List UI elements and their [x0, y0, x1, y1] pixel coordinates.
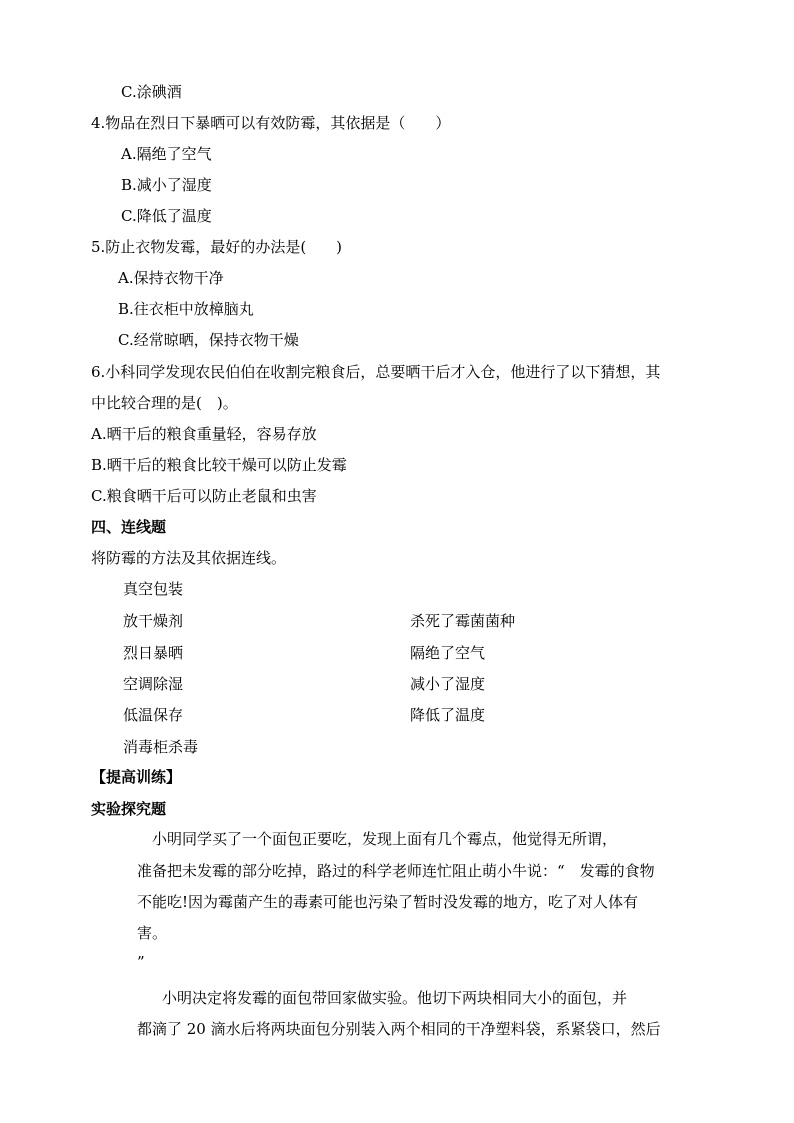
- para2-line1: 小明决定将发霉的面包带回家做实验。他切下两块相同大小的面包，并: [162, 989, 628, 1007]
- left-item-sun-exposure: 烈日暴晒: [123, 644, 184, 662]
- q5-option-b: B.往衣柜中放樟脑丸: [118, 300, 254, 318]
- para1-line2: 准备把未发霉的部分吃掉，路过的科学老师连忙阻止萌小牛说：“ 发霉的食物: [137, 862, 655, 880]
- q6-option-a: A.晒干后的粮食重量轻，容易存放: [91, 425, 317, 443]
- para1-line3: 不能吃!因为霉菌产生的毒素可能也污染了暂时没发霉的地方，吃了对人体有: [137, 893, 639, 911]
- q4-option-c: C.降低了温度: [121, 207, 212, 225]
- q3-option-c: C.涂碘酒: [121, 83, 182, 101]
- right-item-reduce-humidity: 减小了湿度: [410, 675, 486, 693]
- q6-option-b: B.晒干后的粮食比较干燥可以防止发霉: [91, 456, 347, 474]
- q6-option-c: C.粮食晒干后可以防止老鼠和虫害: [91, 487, 317, 505]
- q5-option-c: C.经常晾晒，保持衣物干燥: [118, 331, 299, 349]
- right-item-isolate-air: 隔绝了空气: [410, 644, 486, 662]
- left-item-vacuum-packing: 真空包装: [123, 580, 184, 598]
- left-item-disinfect-cabinet: 消毒柜杀毒: [123, 738, 199, 756]
- para1-line1: 小明同学买了一个面包正要吃，发现上面有几个霉点，他觉得无所谓，: [152, 830, 618, 848]
- experiment-subheading: 实验探究题: [91, 800, 167, 818]
- q4-option-b: B.减小了湿度: [121, 176, 212, 194]
- q6-stem-line2: 中比较合理的是( )。: [91, 394, 238, 412]
- q4-option-a: A.隔绝了空气: [121, 145, 212, 163]
- para1-line5: ”: [137, 953, 145, 971]
- advanced-heading: 【提高训练】: [91, 768, 182, 786]
- q6-stem-line1: 6.小科同学发现农民伯伯在收割完粮食后，总要晒干后才入仓，他进行了以下猜想，其: [91, 363, 661, 381]
- q5-stem: 5.防止衣物发霉，最好的办法是( ): [91, 238, 343, 256]
- left-item-low-temp: 低温保存: [123, 706, 184, 724]
- left-item-desiccant: 放干燥剂: [123, 612, 184, 630]
- section-heading-matching: 四、连线题: [91, 518, 167, 536]
- right-item-kill-spores: 杀死了霉菌菌种: [410, 612, 516, 630]
- q4-stem: 4.物品在烈日下暴晒可以有效防霉，其依据是（ ）: [91, 114, 451, 132]
- para1-line4: 害。: [137, 924, 168, 942]
- q5-option-a: A.保持衣物干净: [118, 269, 224, 287]
- left-item-dehumidify: 空调除湿: [123, 675, 184, 693]
- para2-line2: 都滴了 20 滴水后将两块面包分别装入两个相同的干净塑料袋，系紧袋口，然后: [137, 1020, 661, 1038]
- matching-instruction: 将防霉的方法及其依据连线。: [91, 549, 287, 567]
- right-item-lower-temp: 降低了温度: [410, 706, 486, 724]
